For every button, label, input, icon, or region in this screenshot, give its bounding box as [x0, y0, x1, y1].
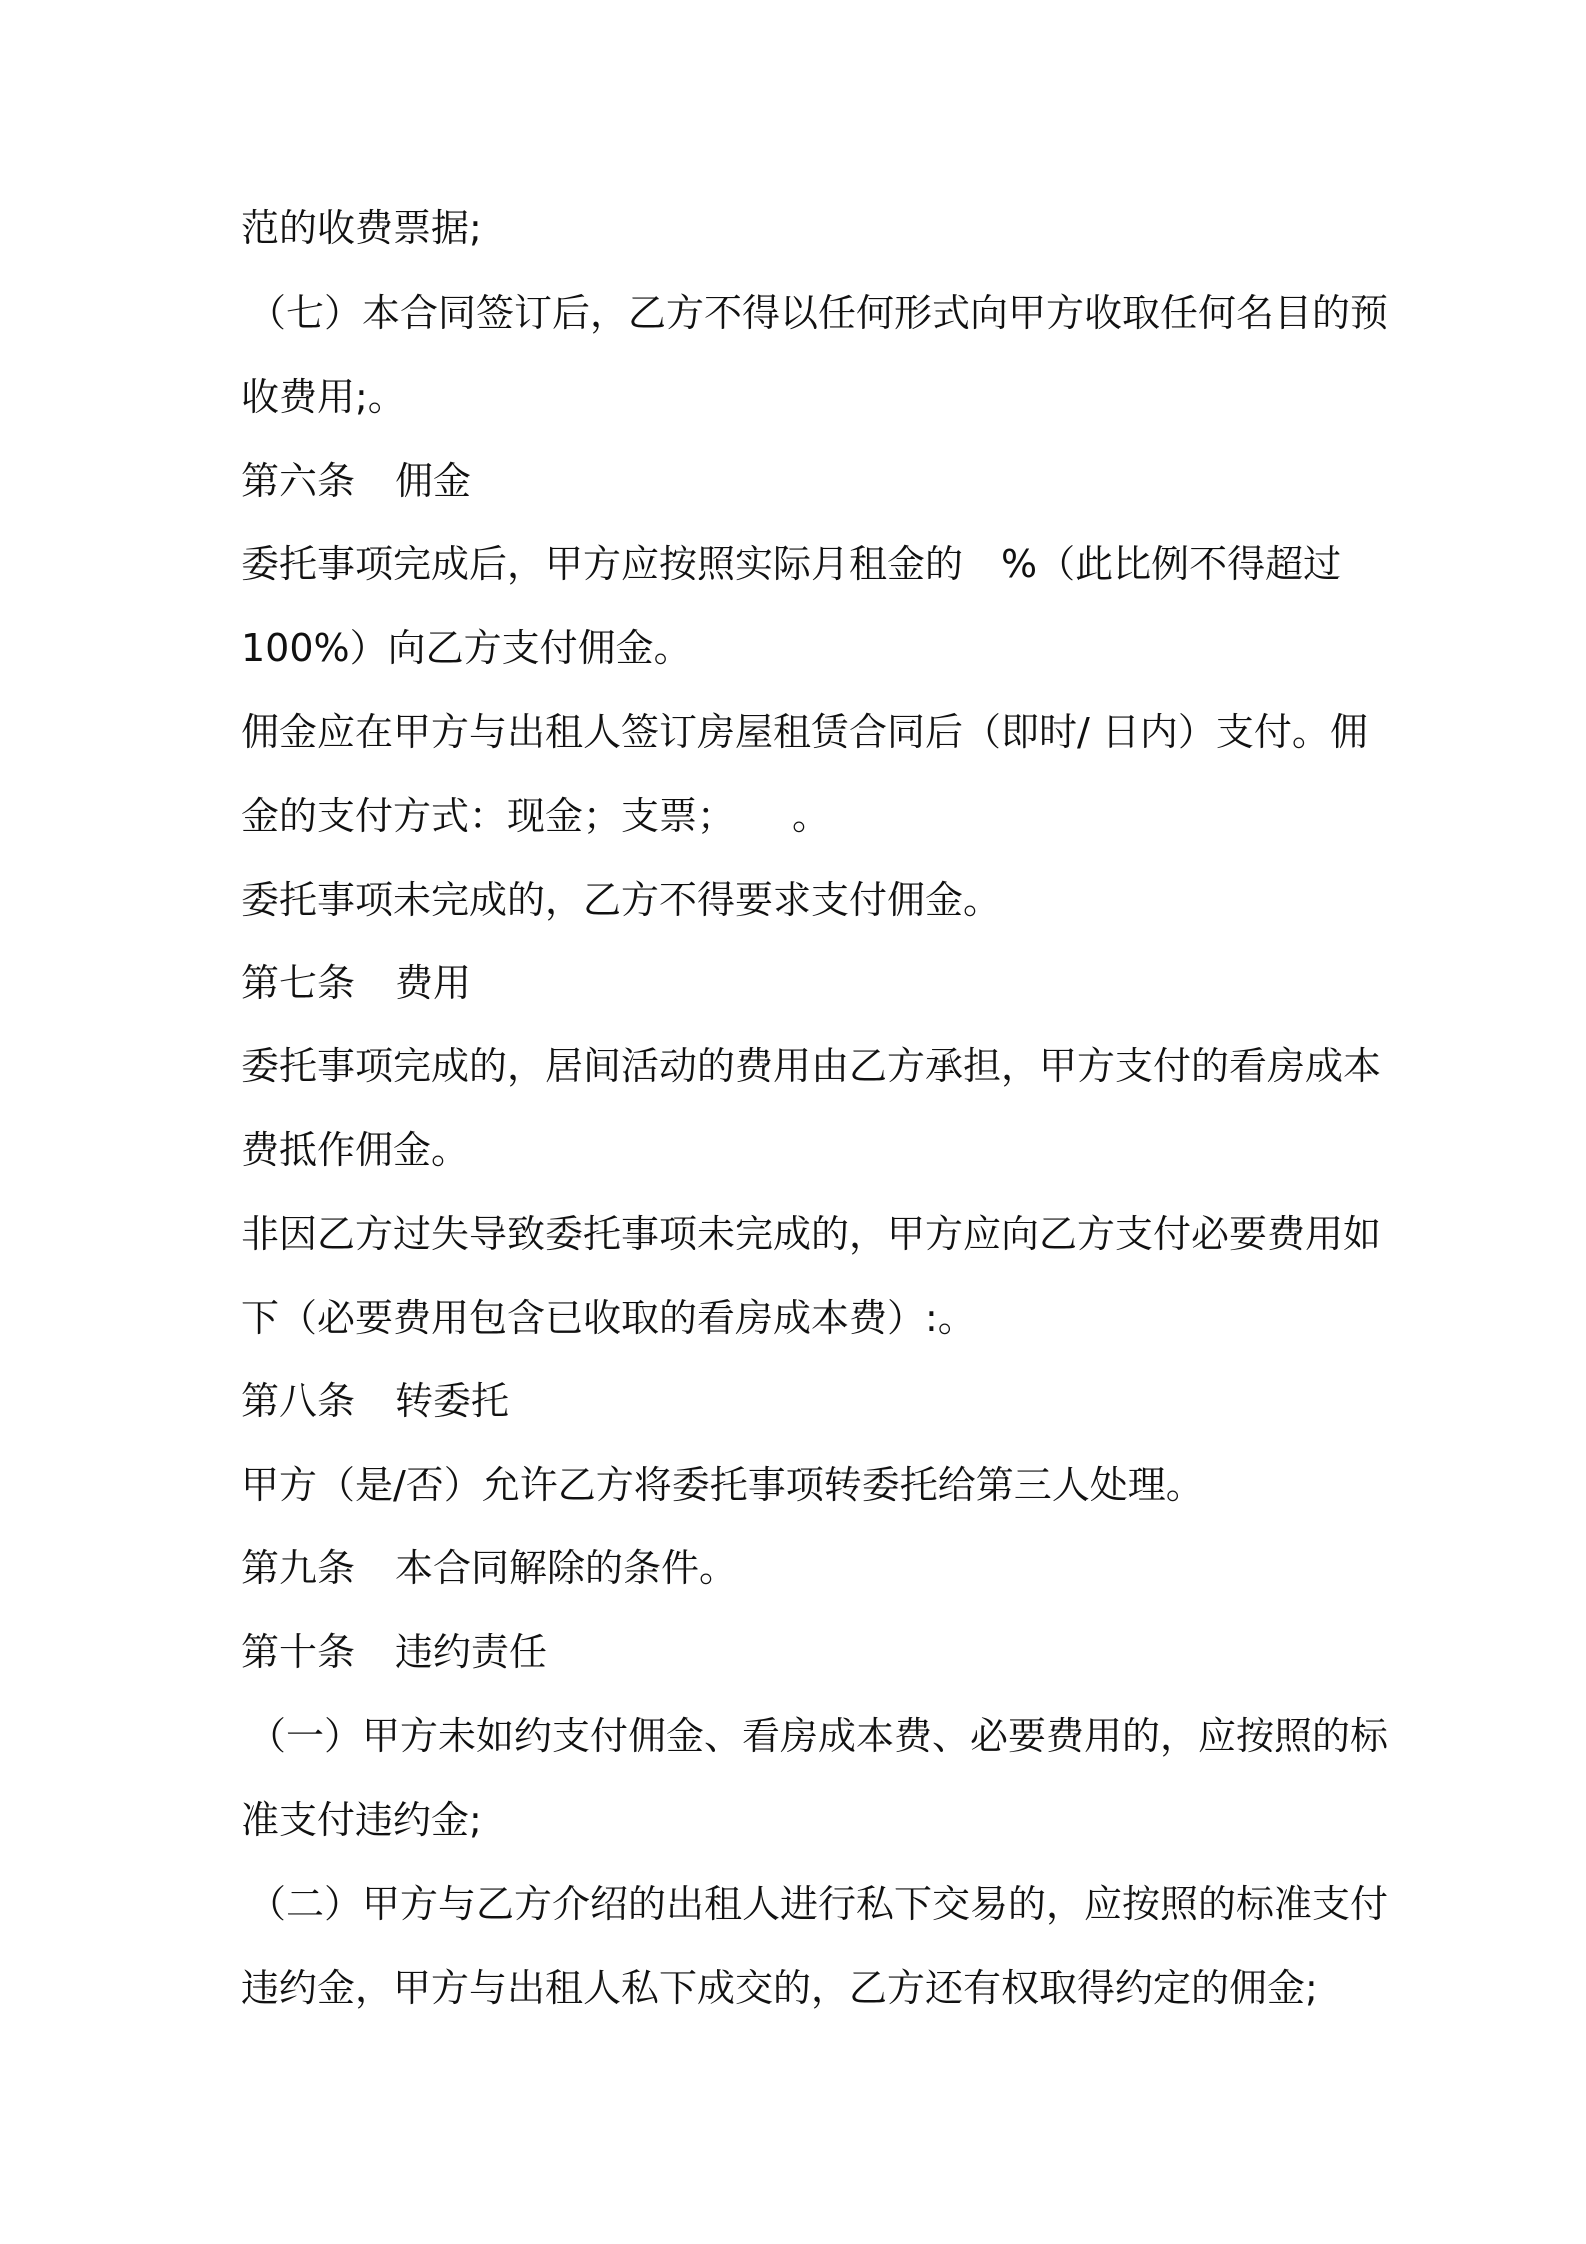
article-heading-9 [241, 1545, 1361, 1591]
paragraph-line: 范的收费票据; [241, 206, 482, 250]
paragraph-line: 金的支付方式：现金；支票； 。 [241, 794, 831, 838]
paragraph-line: 违约金，甲方与出租人私下成交的，乙方还有权取得约定的佣金; [241, 1966, 1318, 2010]
paragraph-line: 费抵作佣金。 [241, 1128, 470, 1172]
paragraph-line: 100%）向乙方支付佣金。 [241, 626, 692, 670]
article-heading-6 [241, 458, 1361, 504]
article-number: 第十条 [241, 1630, 356, 1674]
article-number: 第七条 [241, 961, 356, 1005]
article-heading-7 [241, 960, 1361, 1006]
article-number: 第九条 [241, 1546, 356, 1590]
article-number: 第八条 [241, 1379, 356, 1423]
paragraph-line: 委托事项未完成的，乙方不得要求支付佣金。 [241, 878, 1002, 922]
article-heading-8 [241, 1378, 1361, 1424]
paragraph-line: （一）甲方未如约支付佣金、看房成本费、必要费用的，应按照的标 [248, 1714, 1389, 1758]
paragraph-line: 委托事项完成后，甲方应按照实际月租金的 %（此比例不得超过 [241, 542, 1342, 586]
paragraph-line: 下（必要费用包含已收取的看房成本费）:。 [241, 1296, 976, 1340]
paragraph-line: （二）甲方与乙方介绍的出租人进行私下交易的，应按照的标准支付 [248, 1882, 1389, 1926]
article-number: 第六条 [241, 459, 356, 503]
paragraph-line: 委托事项完成的，居间活动的费用由乙方承担，甲方支付的看房成本 [241, 1044, 1382, 1088]
paragraph-line: 收费用;。 [241, 375, 406, 419]
article-title: 本合同解除的条件。 [395, 1546, 738, 1590]
article-title: 转委托 [395, 1379, 510, 1423]
article-heading-10 [241, 1629, 1361, 1675]
article-title: 违约责任 [395, 1630, 548, 1674]
paragraph-line: 非因乙方过失导致委托事项未完成的，甲方应向乙方支付必要费用如 [241, 1212, 1382, 1256]
article-title: 费用 [395, 961, 472, 1005]
paragraph-line: 准支付违约金; [241, 1798, 482, 1842]
paragraph-line: （七）本合同签订后，乙方不得以任何形式向甲方收取任何名目的预 [248, 291, 1389, 335]
paragraph-line: 甲方（是/否）允许乙方将委托事项转委托给第三人处理。 [241, 1463, 1204, 1507]
paragraph-line: 佣金应在甲方与出租人签订房屋租赁合同后（即时/ 日内）支付。佣 [241, 710, 1368, 754]
article-title: 佣金 [395, 459, 472, 503]
